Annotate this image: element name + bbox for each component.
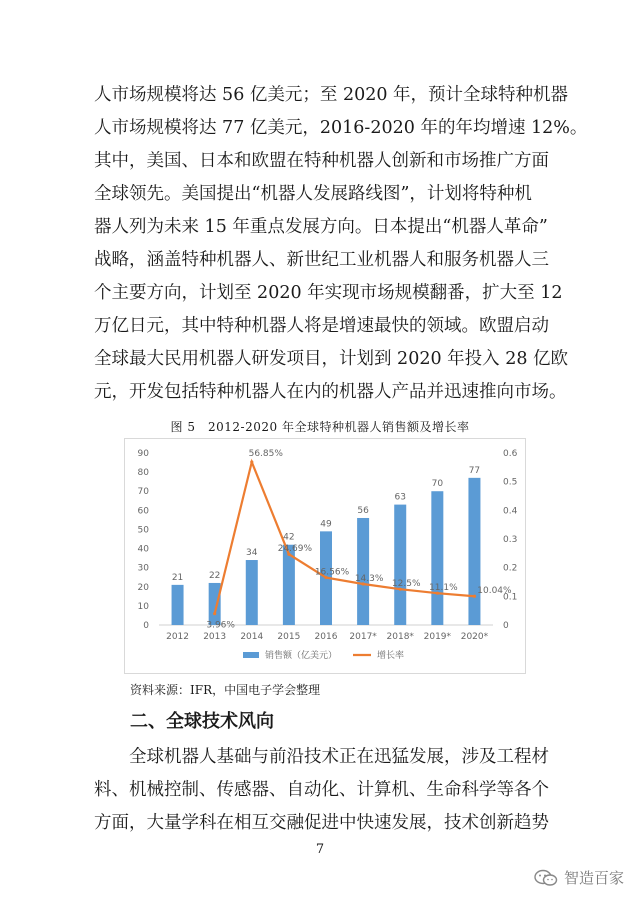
bar-value-label: 70 (431, 479, 444, 490)
x-tick-label: 2014 (240, 632, 264, 642)
section-heading: 二、全球技术风向 (130, 711, 274, 732)
y-right-tick-label: 0.1 (503, 592, 518, 603)
x-tick-label: 2020* (460, 632, 489, 642)
bar (431, 491, 443, 625)
page-number: 7 (315, 842, 325, 857)
y-right-tick-label: 0 (503, 621, 509, 631)
sales-growth-chart (124, 438, 526, 674)
text-line: 方面，大量学科在相互交融促进中快速发展，技术创新趋势 (94, 813, 549, 833)
y-right-tick-label: 0.4 (503, 506, 518, 517)
growth-rate-label: 12.5% (391, 579, 421, 590)
x-tick-label: 2013 (203, 632, 227, 642)
bar-value-label: 21 (171, 572, 184, 583)
bar-value-label: 63 (394, 492, 406, 503)
growth-rate-point (473, 595, 476, 598)
growth-rate-point (250, 460, 253, 463)
y-left-tick-label: 50 (137, 525, 149, 536)
text-line: 人市场规模将达 77 亿美元，2016-2020 年的年均增速 12%。 (94, 118, 588, 138)
text-line: 元，开发包括特种机器人在内的机器人产品并迅速推向市场。 (94, 382, 567, 402)
x-tick-label: 2012 (166, 632, 190, 642)
growth-rate-label: 11.1% (429, 583, 458, 594)
bar (246, 560, 258, 625)
wechat-icon (534, 869, 558, 887)
source-note: 资料来源：IFR，中国电子学会整理 (130, 683, 321, 697)
x-tick-label: 2017* (349, 632, 377, 642)
text-line: 料、机械控制、传感器、自动化、计算机、生命科学等各个 (94, 780, 549, 800)
legend-swatch-sales (243, 652, 259, 658)
growth-rate-label: 24.69% (277, 544, 313, 555)
y-left-tick-label: 70 (137, 487, 149, 498)
text-line: 全球机器人基础与前沿技术正在迅猛发展，涉及工程材 (94, 747, 549, 767)
text-line: 人市场规模将达 56 亿美元；至 2020 年，预计全球特种机器 (94, 85, 569, 105)
x-tick-label: 2015 (277, 632, 301, 642)
text-line: 万亿日元，其中特种机器人将是增速最快的领域。欧盟启动 (94, 316, 549, 336)
y-right-tick-label: 0.6 (503, 449, 518, 459)
bar-value-label: 22 (208, 570, 221, 581)
text-line: 其中，美国、日本和欧盟在特种机器人创新和市场推广方面 (94, 151, 549, 171)
y-right-tick-label: 0.2 (503, 563, 518, 574)
text-line: 全球最大民用机器人研发项目，计划到 2020 年投入 28 亿欧 (94, 349, 569, 369)
y-left-tick-label: 40 (137, 544, 149, 555)
y-left-tick-label: 90 (137, 449, 149, 459)
y-right-tick-label: 0.3 (503, 535, 518, 545)
bar (172, 585, 184, 625)
bar (209, 583, 221, 625)
y-left-tick-label: 20 (137, 582, 149, 593)
x-tick-label: 2018* (386, 632, 414, 642)
y-right-tick-label: 0.5 (503, 477, 518, 488)
paragraph-2 (94, 741, 549, 840)
y-left-tick-label: 80 (137, 468, 149, 479)
bar (357, 518, 369, 625)
paragraph-1 (94, 79, 588, 409)
text-line: 器人列为未来 15 年重点发展方向。日本提出“机器人革命” (94, 217, 548, 237)
bar-value-label: 49 (320, 519, 332, 530)
bar-value-label: 56 (357, 505, 369, 516)
bar-value-label: 34 (246, 548, 258, 559)
y-left-tick-label: 0 (143, 621, 149, 631)
x-tick-label: 2016 (314, 632, 338, 642)
growth-rate-label: 10.04% (477, 586, 512, 597)
text-line: 个主要方向，计划至 2020 年实现市场规模翻番，扩大至 12 (94, 283, 563, 303)
growth-rate-point (213, 612, 216, 615)
y-left-tick-label: 10 (137, 601, 149, 612)
x-tick-label: 2019* (423, 632, 452, 642)
watermark (534, 867, 624, 888)
text-line: 全球领先。美国提出“机器人发展路线图”，计划将特种机 (94, 184, 532, 204)
bar-value-label: 42 (283, 532, 295, 543)
growth-rate-label: 14.3% (354, 574, 384, 585)
y-left-tick-label: 30 (137, 563, 149, 574)
growth-rate-label: 3.96% (206, 620, 235, 631)
bar-value-label: 77 (468, 465, 481, 476)
bar (394, 505, 406, 625)
text-line: 战略，涵盖特种机器人、新世纪工业机器人和服务机器人三 (94, 250, 549, 270)
legend-label-sales: 销售额（亿美元） (265, 651, 338, 661)
legend-label-growth: 增长率 (377, 651, 405, 661)
bar (468, 478, 480, 625)
growth-rate-label: 16.56% (314, 567, 350, 578)
watermark-text: 智造百家 (563, 869, 624, 887)
growth-rate-label: 56.85% (248, 449, 283, 460)
figure-caption: 图 5 2012-2020 年全球特种机器人销售额及增长率 (170, 420, 470, 434)
chart-canvas (125, 439, 525, 673)
y-left-tick-label: 60 (137, 506, 149, 517)
